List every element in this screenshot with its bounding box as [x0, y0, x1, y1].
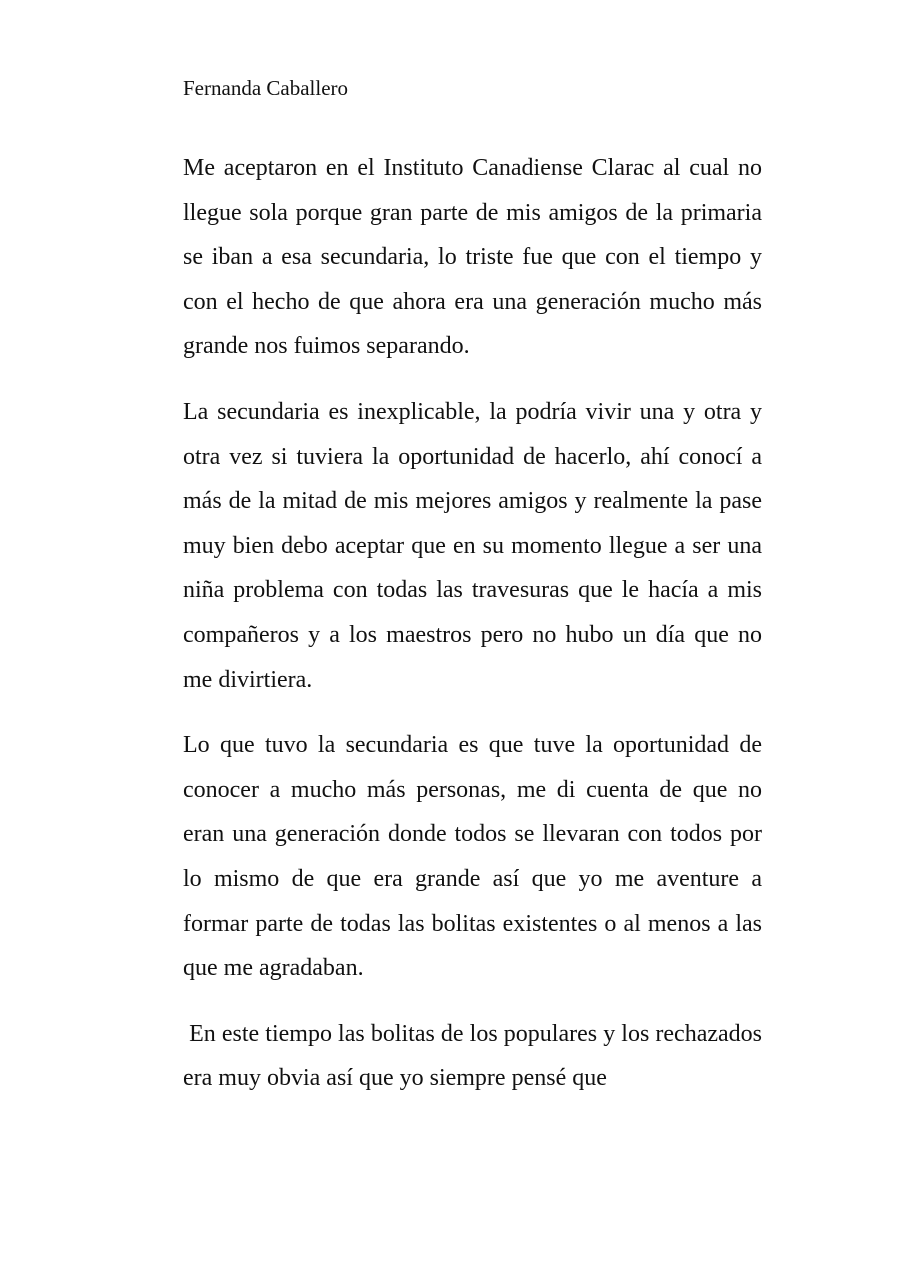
- paragraph-3: Lo que tuvo la secundaria es que tuve la oportunidad de conocer a mucho más personas, me di cuenta de que no eran una generación donde todos se llevaran con todos por lo mismo de que era grande así que yo me aventure a formar parte de todas las bolitas existentes o al menos a las que me agradaban.: [183, 732, 762, 982]
- document-body: [183, 146, 768, 1122]
- paragraph-1: Me aceptaron en el Instituto Canadiense Clarac al cual no llegue sola porque gran parte de mis amigos de la primaria se iban a esa secundaria, lo triste fue que con el tiempo y con el hecho de que ahora era una generación mucho más grande nos fuimos separando.: [183, 155, 762, 360]
- paragraph-2: La secundaria es inexplicable, la podría vivir una y otra y otra vez si tuviera la oportunidad de hacerlo, ahí conocí a más de la mitad de mis mejores amigos y realmente la pase muy bien debo aceptar que en su momento llegue a ser una niña problema con todas las travesuras que le hacía a mis compañeros y a los maestros pero no hubo un día que no me divirtiera.: [183, 398, 762, 693]
- paragraph-4: En este tiempo las bolitas de los populares y los rechazados era muy obvia así que yo siempre pensé que: [183, 1020, 768, 1092]
- author-name: Fernanda Caballero: [183, 76, 349, 100]
